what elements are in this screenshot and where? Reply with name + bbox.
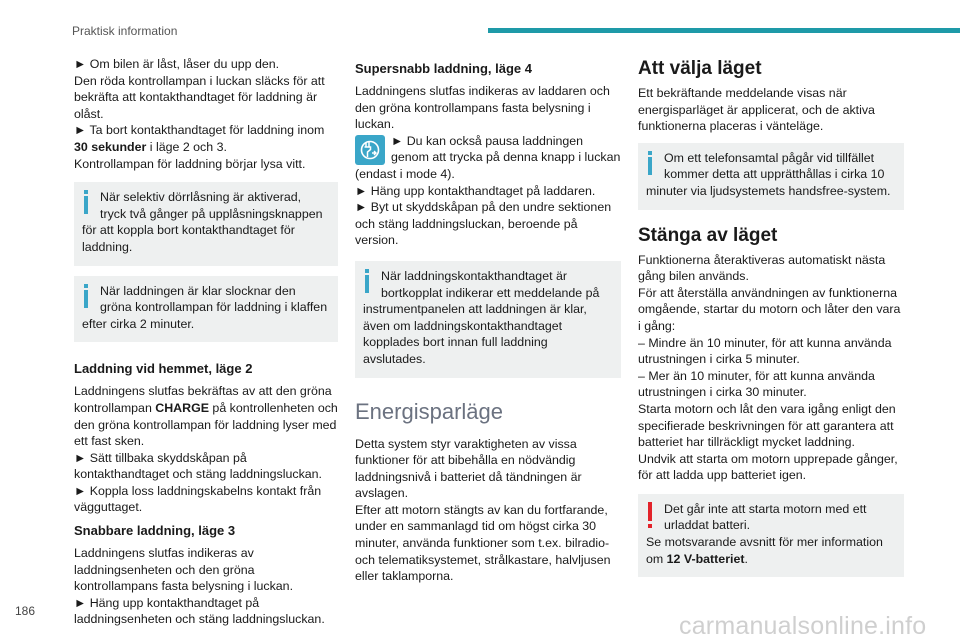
text: ► Du kan också pausa laddningen — [391, 133, 584, 148]
column-2 — [355, 56, 621, 585]
info-line: När laddningskontakthandtaget är — [381, 268, 567, 283]
section-title: Stänga av läget — [638, 224, 778, 246]
text: Laddningens slutfas bekräftas av att den gröna kontrollampan — [74, 384, 332, 415]
column-3 — [638, 56, 904, 577]
text-line — [355, 133, 621, 166]
paragraph — [74, 383, 338, 516]
text-line: För att återställa användningen av funktionerna omgående, startar du motorn och låter den vara i gång: — [638, 285, 901, 333]
text-line: Detta system styr varaktigheten av vissa funktioner för att bibehålla en nödvändig laddningsnivå i batteriet då tändningen är avslagen. — [355, 436, 582, 501]
text-line: Kontrollampan för laddning börjar lysa vitt. — [74, 156, 306, 171]
bold-text: CHARGE — [155, 400, 209, 415]
info-line: minuter via ljudsystemets handsfree-system. — [646, 183, 891, 198]
section-title: Energisparläge — [355, 398, 503, 424]
text-line: Laddningens slutfas indikeras av laddningsenheten och den gröna kontrollampans fasta belysning i luckan. — [74, 546, 294, 594]
text-line: ► Häng upp kontakthandtaget på laddaren. — [355, 183, 596, 198]
info-line: gröna kontrollampan för laddning i klaffen — [100, 300, 328, 315]
paragraph — [355, 83, 621, 249]
text-line: Efter att motorn stängts av kan du fortfarande, under en sammanlagd tid om högst cirka 30 minuter, använda funktioner som t.ex. bilradio- och telematiksystemet, strålkastare, halvljusen eller taklamporna. — [355, 502, 611, 584]
paragraph — [74, 56, 338, 172]
text-line: Undvik att starta om motorn upprepade gånger, för att ladda upp batteriet igen. — [638, 451, 898, 483]
text-line: – Mer än 10 minuter, för att kunna använda utrustningen i cirka 30 minuter. — [638, 368, 875, 400]
text: i läge 2 och 3. — [146, 139, 227, 154]
warning-line: urladdat batteri. — [664, 518, 751, 533]
text-line: Starta motorn och låt den vara igång enligt den specifierade beskrivningen för att garantera att batteriet har tillräckligt mycket laddning. — [638, 401, 896, 450]
text: . — [744, 551, 748, 566]
watermark: carmanualsonline.info — [679, 612, 927, 640]
text: på kontrollenheten och den gröna kontrollampan för laddning lyser med ett fast sken. — [74, 400, 338, 449]
paragraph — [355, 436, 621, 585]
paragraph: Ett bekräftande meddelande visas när energisparläget är applicerat, och de aktiva funktionerna placeras i vänteläge. — [638, 86, 875, 134]
text-line: Laddningens slutfas indikeras av laddaren och den gröna kontrollampans fasta belysning i luckan. — [355, 84, 610, 132]
info-box — [74, 276, 338, 343]
page-number: 186 — [15, 604, 36, 618]
header-accent-bar — [488, 28, 960, 33]
paragraph — [74, 545, 338, 628]
info-line: för att koppla bort kontakthandtaget för laddning. — [82, 223, 295, 254]
charge-pause-icon — [355, 135, 385, 165]
info-box — [74, 182, 338, 265]
text-line: Den röda kontrollampan i luckan släcks för att bekräfta att kontakthandtaget för laddning är olåst. — [74, 73, 325, 121]
info-icon — [364, 269, 370, 295]
text: genom att trycka på denna knapp i luckan — [391, 150, 621, 165]
info-line: När selektiv dörrlåsning är aktiverad, — [100, 190, 302, 205]
info-line: bortkopplat indikerar ett meddelande på — [381, 285, 600, 300]
bold-text: 30 sekunder — [74, 139, 147, 154]
warning-icon — [647, 502, 653, 528]
paragraph — [638, 252, 904, 484]
info-line: kommer detta att upprätthållas i cirka 10 — [664, 167, 885, 182]
column-1 — [74, 56, 338, 628]
section-heading: Laddning vid hemmet, läge 2 — [74, 361, 253, 377]
text-line: ► Byt ut skyddskåpan på den undre sektionen och stäng laddningsluckan, beroende på version. — [355, 200, 612, 248]
info-box — [638, 143, 904, 210]
text: ► Ta bort kontakthandtaget för laddning inom — [74, 123, 325, 138]
text-line: Funktionerna återaktiveras automatiskt nästa gång bilen används. — [638, 252, 886, 284]
section-heading: Supersnabb laddning, läge 4 — [355, 61, 532, 76]
section-heading: Snabbare laddning, läge 3 — [74, 523, 236, 539]
text-line — [74, 383, 338, 449]
text-line: ► Om bilen är låst, låser du upp den. — [74, 57, 280, 71]
text-line: ► Koppla loss laddningskabelns kontakt från vägguttaget. — [74, 483, 322, 515]
text-line: (endast i mode 4). — [355, 166, 455, 181]
text: Se motsvarande avsnitt för mer information om — [646, 535, 883, 566]
info-line: instrumentpanelen att laddningen är klar, även om laddningskontakthandtaget kopplades bort innan full laddning avslutades. — [363, 302, 587, 366]
warning-box — [638, 494, 904, 577]
bold-text: 12 V-batteriet — [666, 551, 745, 566]
text-line: ► Häng upp kontakthandtaget på laddningsenheten och stäng laddningsluckan. — [74, 595, 325, 627]
warning-line: Det går inte att starta motorn med ett — [664, 501, 867, 516]
info-line: tryck två gånger på upplåsningsknappen — [100, 206, 323, 221]
info-line: efter cirka 2 minuter. — [82, 316, 195, 331]
text-line: ► Sätt tillbaka skyddskåpan på kontakthandtaget och stäng laddningsluckan. — [74, 450, 322, 482]
info-box — [355, 261, 621, 378]
info-icon — [647, 151, 653, 177]
section-title: Att välja läget — [638, 58, 762, 79]
warning-line — [646, 534, 894, 567]
header-title: Praktisk information — [72, 24, 178, 38]
info-icon — [83, 284, 89, 310]
text-line: – Mindre än 10 minuter, för att kunna använda utrustningen i cirka 5 minuter. — [638, 335, 892, 367]
info-line: Om ett telefonsamtal pågår vid tillfället — [664, 150, 875, 165]
info-icon — [83, 190, 89, 216]
text-line — [74, 122, 338, 155]
info-line: När laddningen är klar slocknar den — [100, 283, 296, 298]
